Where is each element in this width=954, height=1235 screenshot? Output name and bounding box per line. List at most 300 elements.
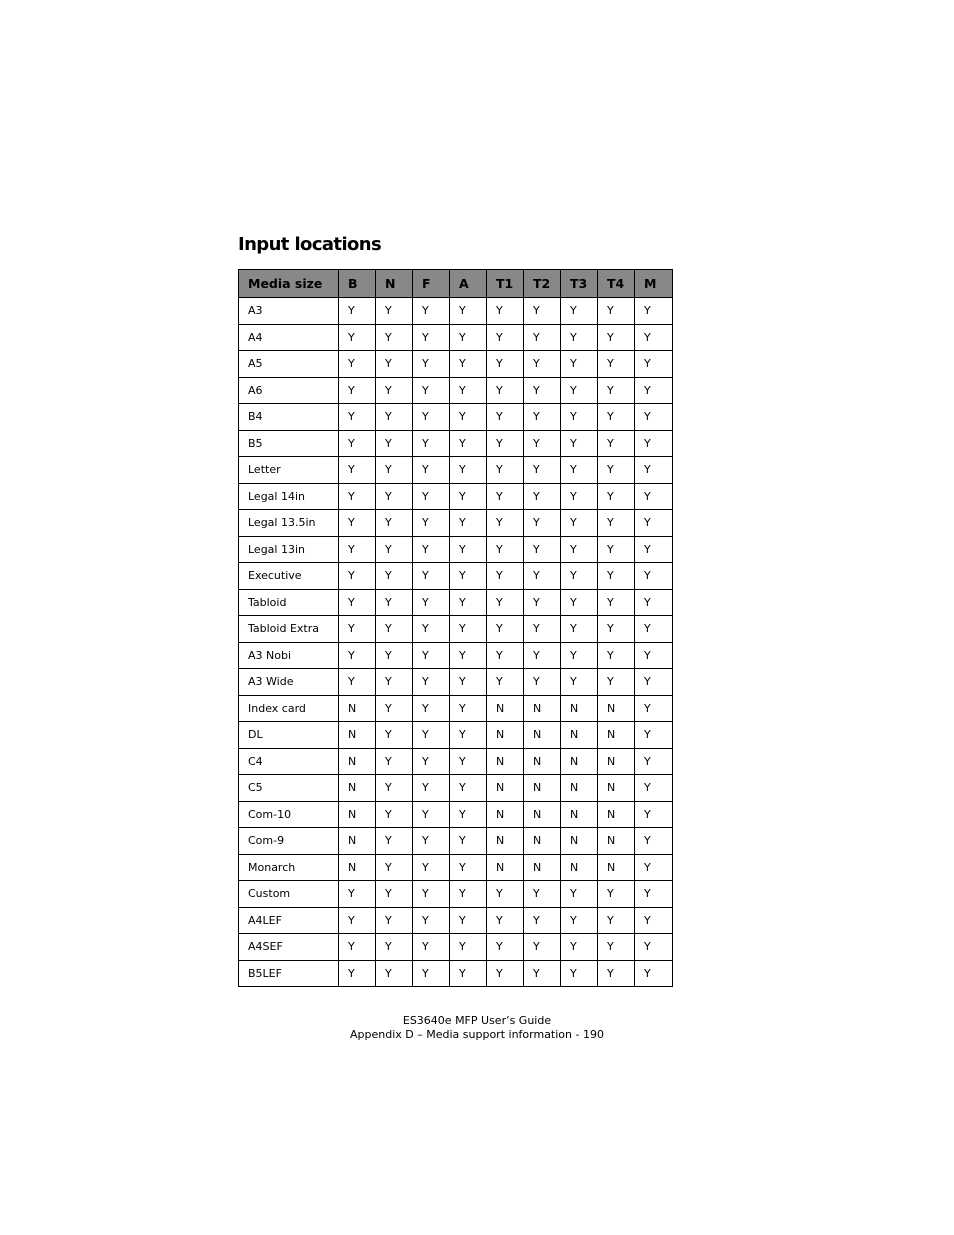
support-cell: Y <box>413 907 450 934</box>
support-cell: N <box>598 722 635 749</box>
support-cell: Y <box>413 775 450 802</box>
support-cell: Y <box>524 536 561 563</box>
table-row <box>239 881 673 908</box>
support-cell: Y <box>339 377 376 404</box>
media-size-cell: A3 <box>239 298 339 325</box>
support-cell: Y <box>487 881 524 908</box>
media-size-cell: Index card <box>239 695 339 722</box>
support-cell: Y <box>635 324 673 351</box>
support-cell: Y <box>413 430 450 457</box>
media-size-cell: Tabloid Extra <box>239 616 339 643</box>
support-cell: Y <box>413 748 450 775</box>
support-cell: N <box>561 775 598 802</box>
support-cell: Y <box>413 669 450 696</box>
support-cell: Y <box>376 722 413 749</box>
table-row <box>239 801 673 828</box>
media-size-cell: A4LEF <box>239 907 339 934</box>
support-cell: Y <box>598 457 635 484</box>
support-cell: N <box>524 748 561 775</box>
support-cell: Y <box>413 722 450 749</box>
column-header-a: A <box>450 270 487 298</box>
support-cell: Y <box>598 536 635 563</box>
support-cell: Y <box>376 775 413 802</box>
support-cell: N <box>598 828 635 855</box>
support-cell: N <box>561 801 598 828</box>
support-cell: Y <box>524 324 561 351</box>
support-cell: Y <box>561 589 598 616</box>
support-cell: Y <box>376 960 413 987</box>
support-cell: Y <box>524 404 561 431</box>
table-row <box>239 457 673 484</box>
media-size-cell: Com-10 <box>239 801 339 828</box>
support-cell: Y <box>487 563 524 590</box>
support-cell: Y <box>413 616 450 643</box>
page-footer <box>0 1014 954 1041</box>
support-cell: Y <box>413 563 450 590</box>
support-cell: N <box>561 695 598 722</box>
table-row <box>239 854 673 881</box>
media-size-cell: Com-9 <box>239 828 339 855</box>
support-cell: Y <box>635 907 673 934</box>
table-row <box>239 722 673 749</box>
support-cell: Y <box>450 430 487 457</box>
support-cell: Y <box>450 695 487 722</box>
support-cell: Y <box>450 934 487 961</box>
support-cell: N <box>598 801 635 828</box>
support-cell: Y <box>376 907 413 934</box>
support-cell: Y <box>635 563 673 590</box>
support-cell: N <box>561 748 598 775</box>
support-cell: Y <box>339 907 376 934</box>
support-cell: Y <box>561 642 598 669</box>
support-cell: Y <box>561 669 598 696</box>
support-cell: Y <box>487 324 524 351</box>
table-row <box>239 430 673 457</box>
support-cell: Y <box>413 324 450 351</box>
column-header-t3: T3 <box>561 270 598 298</box>
support-cell: Y <box>450 960 487 987</box>
support-cell: Y <box>376 828 413 855</box>
support-cell: Y <box>561 907 598 934</box>
support-cell: Y <box>598 589 635 616</box>
support-cell: Y <box>450 828 487 855</box>
support-cell: Y <box>413 960 450 987</box>
support-cell: Y <box>635 457 673 484</box>
support-cell: Y <box>450 351 487 378</box>
support-cell: Y <box>598 377 635 404</box>
support-cell: N <box>598 775 635 802</box>
support-cell: Y <box>339 669 376 696</box>
support-cell: N <box>561 854 598 881</box>
support-cell: Y <box>339 430 376 457</box>
support-cell: N <box>524 775 561 802</box>
support-cell: Y <box>376 563 413 590</box>
support-cell: Y <box>635 642 673 669</box>
support-cell: Y <box>450 748 487 775</box>
table-row <box>239 695 673 722</box>
support-cell: N <box>487 748 524 775</box>
support-cell: Y <box>376 377 413 404</box>
support-cell: Y <box>450 642 487 669</box>
support-cell: Y <box>376 483 413 510</box>
support-cell: N <box>487 695 524 722</box>
support-cell: Y <box>339 351 376 378</box>
support-cell: Y <box>413 404 450 431</box>
support-cell: Y <box>376 351 413 378</box>
support-cell: Y <box>598 510 635 537</box>
media-size-cell: Monarch <box>239 854 339 881</box>
media-size-cell: A6 <box>239 377 339 404</box>
support-cell: Y <box>450 854 487 881</box>
table-row <box>239 828 673 855</box>
column-header-media-size: Media size <box>239 270 339 298</box>
support-cell: Y <box>524 430 561 457</box>
support-cell: Y <box>413 801 450 828</box>
column-header-b: B <box>339 270 376 298</box>
table-row <box>239 934 673 961</box>
support-cell: Y <box>413 828 450 855</box>
support-cell: Y <box>376 536 413 563</box>
support-cell: Y <box>450 483 487 510</box>
support-cell: Y <box>635 828 673 855</box>
media-size-cell: Executive <box>239 563 339 590</box>
support-cell: Y <box>524 960 561 987</box>
support-cell: N <box>524 854 561 881</box>
support-cell: N <box>487 801 524 828</box>
media-size-cell: A3 Nobi <box>239 642 339 669</box>
support-cell: Y <box>376 695 413 722</box>
support-cell: Y <box>413 457 450 484</box>
media-size-cell: B4 <box>239 404 339 431</box>
support-cell: Y <box>487 616 524 643</box>
support-cell: Y <box>339 483 376 510</box>
support-cell: Y <box>635 483 673 510</box>
support-cell: Y <box>561 881 598 908</box>
support-cell: Y <box>450 589 487 616</box>
table-row <box>239 960 673 987</box>
support-cell: Y <box>339 457 376 484</box>
column-header-n: N <box>376 270 413 298</box>
column-header-t2: T2 <box>524 270 561 298</box>
media-size-cell: C5 <box>239 775 339 802</box>
support-cell: N <box>339 748 376 775</box>
support-cell: Y <box>635 536 673 563</box>
table-body <box>239 298 673 987</box>
support-cell: Y <box>413 642 450 669</box>
support-cell: Y <box>487 642 524 669</box>
table-header-row <box>239 270 673 298</box>
support-cell: Y <box>376 669 413 696</box>
support-cell: Y <box>339 934 376 961</box>
support-cell: Y <box>339 616 376 643</box>
media-size-cell: B5 <box>239 430 339 457</box>
support-cell: Y <box>376 801 413 828</box>
support-cell: Y <box>413 510 450 537</box>
media-size-cell: A3 Wide <box>239 669 339 696</box>
support-cell: Y <box>487 510 524 537</box>
support-cell: Y <box>598 669 635 696</box>
support-cell: Y <box>598 616 635 643</box>
support-cell: Y <box>635 960 673 987</box>
support-cell: Y <box>339 536 376 563</box>
table-row <box>239 377 673 404</box>
support-cell: Y <box>487 298 524 325</box>
support-cell: Y <box>339 404 376 431</box>
support-cell: Y <box>598 430 635 457</box>
support-cell: Y <box>413 854 450 881</box>
media-size-cell: Letter <box>239 457 339 484</box>
support-cell: Y <box>487 907 524 934</box>
support-cell: Y <box>376 854 413 881</box>
support-cell: Y <box>376 881 413 908</box>
support-cell: Y <box>524 298 561 325</box>
table-row <box>239 616 673 643</box>
table-row <box>239 404 673 431</box>
support-cell: Y <box>413 377 450 404</box>
support-cell: Y <box>339 589 376 616</box>
support-cell: Y <box>635 881 673 908</box>
support-cell: Y <box>376 589 413 616</box>
column-header-t1: T1 <box>487 270 524 298</box>
support-cell: Y <box>524 934 561 961</box>
support-cell: Y <box>339 960 376 987</box>
support-cell: Y <box>450 563 487 590</box>
support-cell: Y <box>524 563 561 590</box>
support-cell: Y <box>598 404 635 431</box>
support-cell: Y <box>450 722 487 749</box>
support-cell: Y <box>376 616 413 643</box>
support-cell: Y <box>635 722 673 749</box>
footer-guide-title: ES3640e MFP User’s Guide <box>402 1014 552 1027</box>
media-size-cell: B5LEF <box>239 960 339 987</box>
table-row <box>239 669 673 696</box>
support-cell: Y <box>635 298 673 325</box>
support-cell: Y <box>376 748 413 775</box>
support-cell: Y <box>487 589 524 616</box>
support-cell: Y <box>450 669 487 696</box>
support-cell: Y <box>561 324 598 351</box>
support-cell: Y <box>376 430 413 457</box>
support-cell: Y <box>339 324 376 351</box>
support-cell: Y <box>450 801 487 828</box>
support-cell: Y <box>487 404 524 431</box>
support-cell: N <box>561 828 598 855</box>
support-cell: Y <box>376 298 413 325</box>
support-cell: Y <box>376 404 413 431</box>
support-cell: N <box>487 828 524 855</box>
support-cell: Y <box>598 907 635 934</box>
support-cell: Y <box>413 351 450 378</box>
support-cell: Y <box>635 351 673 378</box>
support-cell: Y <box>635 430 673 457</box>
support-cell: Y <box>413 298 450 325</box>
support-cell: Y <box>376 934 413 961</box>
support-cell: Y <box>598 960 635 987</box>
table-row <box>239 351 673 378</box>
input-locations-table <box>238 269 673 987</box>
support-cell: N <box>524 828 561 855</box>
support-cell: Y <box>487 377 524 404</box>
support-cell: Y <box>524 377 561 404</box>
support-cell: Y <box>524 589 561 616</box>
support-cell: Y <box>413 934 450 961</box>
support-cell: Y <box>598 642 635 669</box>
support-cell: Y <box>450 404 487 431</box>
support-cell: Y <box>450 298 487 325</box>
support-cell: N <box>561 722 598 749</box>
support-cell: Y <box>450 510 487 537</box>
support-cell: Y <box>635 775 673 802</box>
media-size-cell: Legal 14in <box>239 483 339 510</box>
support-cell: Y <box>450 616 487 643</box>
support-cell: Y <box>339 510 376 537</box>
support-cell: N <box>339 801 376 828</box>
support-cell: Y <box>524 483 561 510</box>
support-cell: Y <box>376 510 413 537</box>
support-cell: Y <box>561 298 598 325</box>
support-cell: N <box>598 748 635 775</box>
support-cell: Y <box>487 457 524 484</box>
table-row <box>239 324 673 351</box>
support-cell: Y <box>598 881 635 908</box>
support-cell: Y <box>598 298 635 325</box>
support-cell: Y <box>635 854 673 881</box>
support-cell: Y <box>635 404 673 431</box>
table-row <box>239 510 673 537</box>
support-cell: Y <box>561 351 598 378</box>
column-header-t4: T4 <box>598 270 635 298</box>
support-cell: Y <box>635 510 673 537</box>
support-cell: Y <box>524 669 561 696</box>
footer-section-page: Appendix D – Media support information - 190 <box>350 1027 604 1041</box>
support-cell: Y <box>524 457 561 484</box>
support-cell: Y <box>376 324 413 351</box>
support-cell: Y <box>413 589 450 616</box>
support-cell: Y <box>635 934 673 961</box>
table-row <box>239 907 673 934</box>
support-cell: Y <box>561 616 598 643</box>
support-cell: N <box>487 722 524 749</box>
support-cell: Y <box>524 642 561 669</box>
table-row <box>239 298 673 325</box>
support-cell: Y <box>487 934 524 961</box>
table-row <box>239 642 673 669</box>
support-cell: Y <box>635 669 673 696</box>
support-cell: Y <box>598 324 635 351</box>
support-cell: Y <box>487 536 524 563</box>
support-cell: Y <box>635 377 673 404</box>
support-cell: Y <box>450 457 487 484</box>
support-cell: Y <box>561 510 598 537</box>
support-cell: Y <box>487 483 524 510</box>
support-cell: Y <box>561 404 598 431</box>
support-cell: Y <box>487 669 524 696</box>
media-size-cell: DL <box>239 722 339 749</box>
support-cell: Y <box>561 563 598 590</box>
media-size-cell: Custom <box>239 881 339 908</box>
support-cell: Y <box>450 775 487 802</box>
support-cell: Y <box>450 377 487 404</box>
table-row <box>239 563 673 590</box>
support-cell: Y <box>598 934 635 961</box>
support-cell: Y <box>561 430 598 457</box>
support-cell: Y <box>413 881 450 908</box>
support-cell: Y <box>635 801 673 828</box>
support-cell: Y <box>339 642 376 669</box>
table-row <box>239 536 673 563</box>
table-row <box>239 775 673 802</box>
support-cell: N <box>598 854 635 881</box>
support-cell: N <box>524 801 561 828</box>
page-title: Input locations <box>238 234 382 255</box>
support-cell: N <box>487 854 524 881</box>
support-cell: Y <box>524 881 561 908</box>
support-cell: Y <box>524 351 561 378</box>
support-cell: Y <box>413 536 450 563</box>
support-cell: Y <box>487 430 524 457</box>
media-size-cell: A4 <box>239 324 339 351</box>
support-cell: Y <box>524 510 561 537</box>
table-row <box>239 483 673 510</box>
media-size-cell: A5 <box>239 351 339 378</box>
media-size-cell: Legal 13in <box>239 536 339 563</box>
support-cell: Y <box>598 563 635 590</box>
media-size-cell: Legal 13.5in <box>239 510 339 537</box>
support-cell: N <box>339 722 376 749</box>
support-cell: Y <box>598 351 635 378</box>
support-cell: Y <box>561 536 598 563</box>
support-cell: Y <box>339 881 376 908</box>
media-size-cell: Tabloid <box>239 589 339 616</box>
support-cell: Y <box>524 616 561 643</box>
media-size-cell: A4SEF <box>239 934 339 961</box>
column-header-m: M <box>635 270 673 298</box>
table-row <box>239 748 673 775</box>
support-cell: N <box>339 695 376 722</box>
support-cell: Y <box>561 457 598 484</box>
support-cell: Y <box>376 642 413 669</box>
support-cell: Y <box>413 695 450 722</box>
support-cell: Y <box>561 960 598 987</box>
support-cell: Y <box>339 563 376 590</box>
support-cell: Y <box>450 881 487 908</box>
support-cell: Y <box>450 536 487 563</box>
support-cell: Y <box>635 695 673 722</box>
media-size-cell: C4 <box>239 748 339 775</box>
support-cell: Y <box>561 377 598 404</box>
column-header-f: F <box>413 270 450 298</box>
support-cell: Y <box>487 960 524 987</box>
support-cell: Y <box>561 483 598 510</box>
support-cell: Y <box>561 934 598 961</box>
table-row <box>239 589 673 616</box>
support-cell: Y <box>413 483 450 510</box>
support-cell: Y <box>524 907 561 934</box>
support-cell: Y <box>376 457 413 484</box>
support-cell: Y <box>635 748 673 775</box>
support-cell: Y <box>635 589 673 616</box>
support-cell: N <box>524 695 561 722</box>
support-cell: Y <box>598 483 635 510</box>
support-cell: Y <box>339 298 376 325</box>
support-cell: N <box>487 775 524 802</box>
support-cell: N <box>524 722 561 749</box>
support-cell: Y <box>450 324 487 351</box>
support-cell: N <box>598 695 635 722</box>
support-cell: N <box>339 828 376 855</box>
support-cell: N <box>339 775 376 802</box>
support-cell: N <box>339 854 376 881</box>
